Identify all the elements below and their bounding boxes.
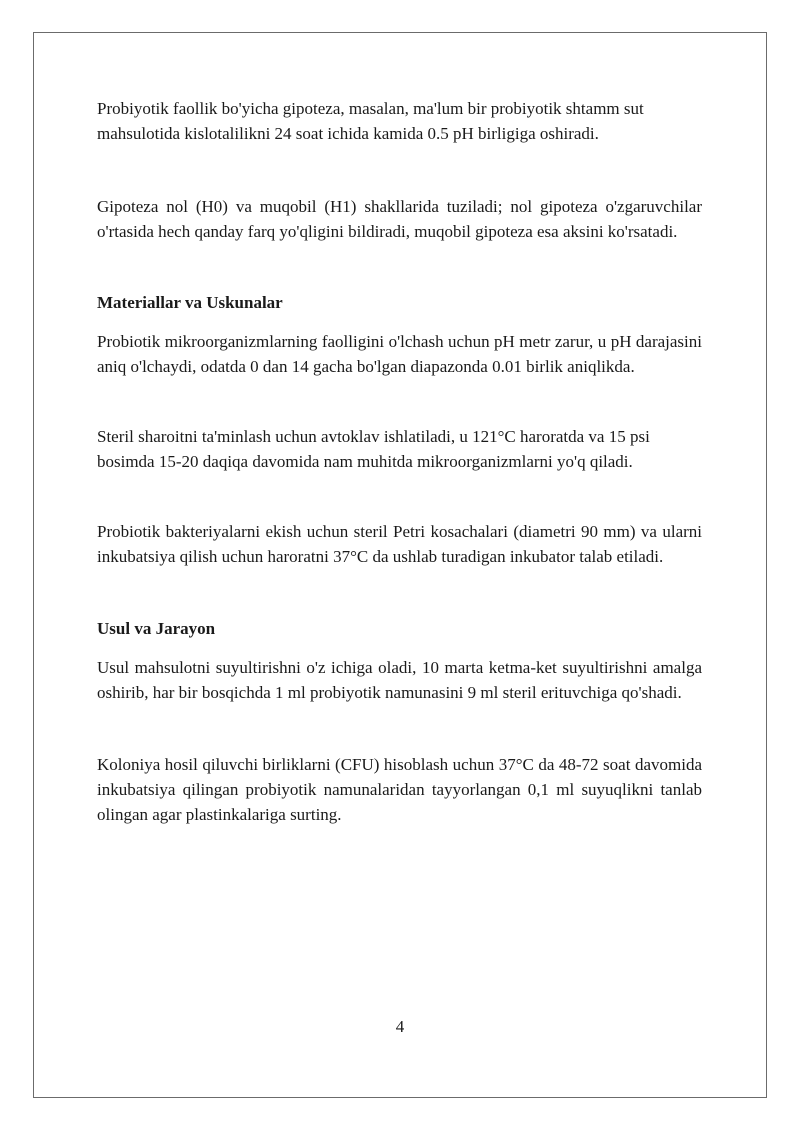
- paragraph-autoclave: Steril sharoitni ta'minlash uchun avtoklav ishlatiladi, u 121°C haroratda va 15 psi bosimda 15-20 daqiqa davomida nam muhitda mikroorganizmlarni yo'q qiladi.: [97, 427, 650, 471]
- section-heading-materials: Materiallar va Uskunalar: [97, 293, 283, 312]
- section-heading-method: Usul va Jarayon: [97, 619, 216, 638]
- page-number: 4: [395, 1017, 405, 1036]
- paragraph-hypothesis: Probiyotik faollik bo'yicha gipoteza, masalan, ma'lum bir probiyotik shtamm sut mahsulotida kislotalilikni 24 soat ichida kamida 0.5 pH birligiga oshiradi.: [97, 99, 644, 143]
- paragraph-dilution: Usul mahsulotni suyultirishni o'z ichiga oladi, 10 marta ketma-ket suyultirishni amalga oshirib, har bir bosqichda 1 ml probiyotik namunasini 9 ml steril erituvchiga qo'shadi.: [97, 658, 702, 702]
- document-body: [97, 96, 702, 827]
- paragraph-ph-meter: Probiotik mikroorganizmlarning faolligini o'lchash uchun pH metr zarur, u pH darajasini aniq o'lchaydi, odatda 0 dan 14 gacha bo'lgan diapazonda 0.01 birlik aniqlikda.: [97, 332, 702, 376]
- paragraph-petri-dishes: Probiotik bakteriyalarni ekish uchun steril Petri kosachalari (diametri 90 mm) va ularni inkubatsiya qilish uchun haroratni 37°C da ushlab turadigan inkubator talab etiladi.: [97, 522, 702, 566]
- paragraph-null-hypothesis: Gipoteza nol (H0) va muqobil (H1) shakllarida tuziladi; nol gipoteza o'zgaruvchilar o'rtasida hech qanday farq yo'qligini bildiradi, muqobil gipoteza esa aksini ko'rsatadi.: [97, 197, 702, 241]
- paragraph-cfu: Koloniya hosil qiluvchi birliklarni (CFU) hisoblash uchun 37°C da 48-72 soat davomida inkubatsiya qilingan probiyotik namunalaridan tayyorlangan 0,1 ml suyuqlikni tanlab olingan agar plastinkalariga surting.: [97, 755, 702, 824]
